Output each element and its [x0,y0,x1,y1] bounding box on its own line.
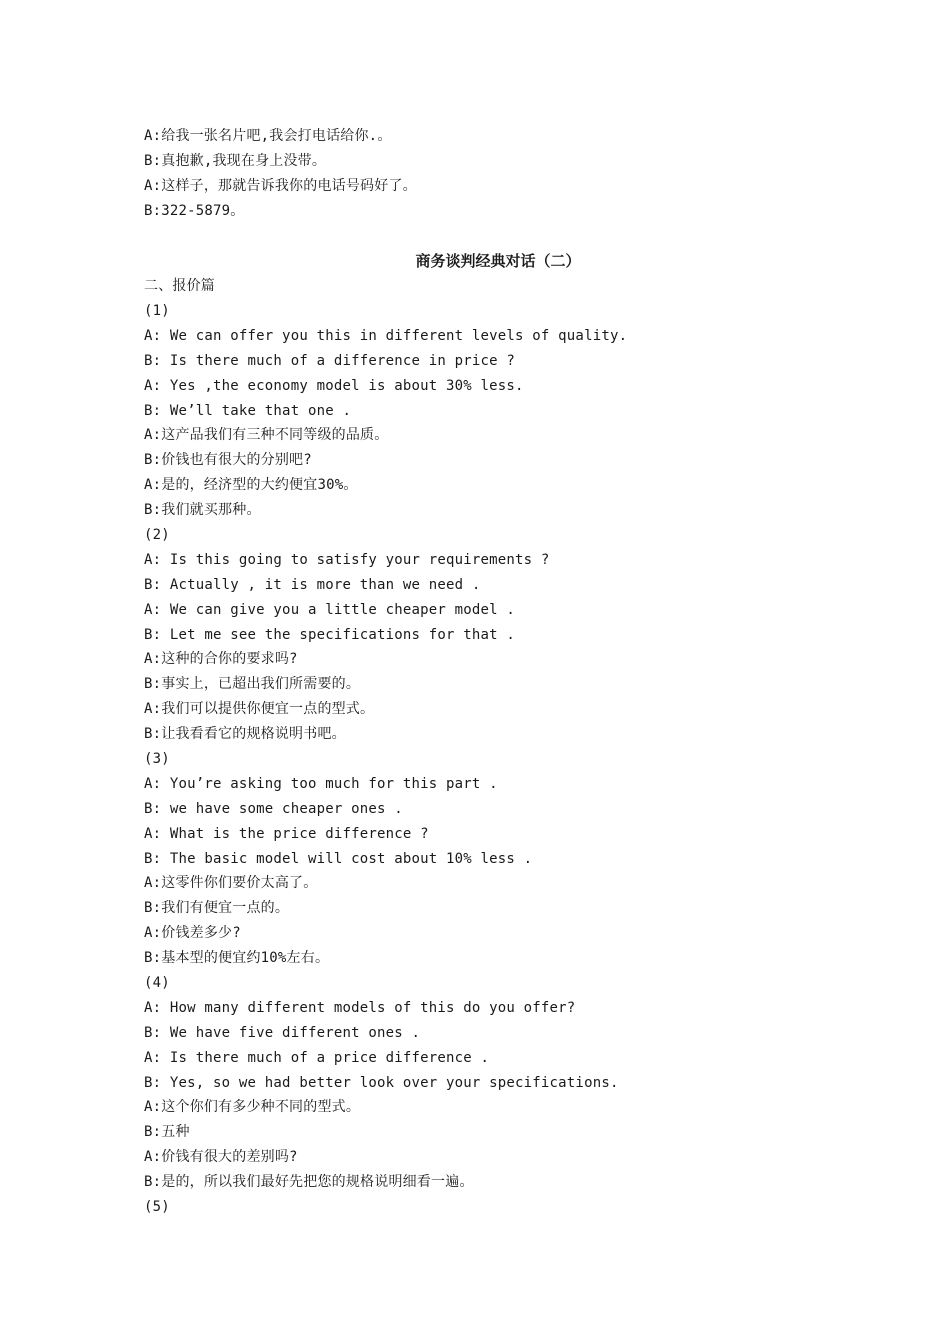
dialogue-line: B:322-5879。 [144,203,245,219]
dialogue-line: B: we have some cheaper ones . [144,801,403,817]
section-label: (1) [144,303,170,319]
dialogue-line: A:给我一张名片吧,我会打电话给你.。 [144,128,392,144]
dialogue-line: A:这个你们有多少种不同的型式。 [144,1099,361,1115]
dialogue-line: A: We can offer you this in different levels of quality. [144,328,628,344]
dialogue-line: A:价钱差多少? [144,925,241,941]
dialogue-line: B: Actually , it is more than we need . [144,577,481,593]
section-label: (5) [144,1199,170,1215]
dialogue-line: B:是的，所以我们最好先把您的规格说明细看一遍。 [144,1174,474,1190]
dialogue-line: A: What is the price difference ? [144,826,429,842]
section-label: (2) [144,527,170,543]
dialogue-line: A: Yes ,the economy model is about 30% less. [144,378,524,394]
dialogue-line: B: We’ll take that one . [144,403,352,419]
dialogue-line: A:是的，经济型的大约便宜30%。 [144,477,358,493]
section-label: (4) [144,975,170,991]
dialogue-line: A: How many different models of this do you offer? [144,1000,576,1016]
dialogue-line: A:这零件你们要价太高了。 [144,875,318,891]
dialogue-line: B: Is there much of a difference in price ? [144,353,516,369]
dialogue-line: A:我们可以提供你便宜一点的型式。 [144,701,375,717]
dialogue-line: B:事实上，已超出我们所需要的。 [144,676,361,692]
dialogue-line: A:这样子，那就告诉我你的电话号码好了。 [144,178,417,194]
dialogue-line: B:我们有便宜一点的。 [144,900,290,916]
dialogue-line: B:我们就买那种。 [144,502,261,518]
dialogue-line: B:五种 [144,1124,190,1140]
dialogue-line: A: Is there much of a price difference . [144,1050,490,1066]
dialogue-line: B: Let me see the specifications for that . [144,627,516,643]
dialogue-line: A:价钱有很大的差别吗? [144,1149,298,1165]
dialogue-line: B:基本型的便宜约10%左右。 [144,950,330,966]
section-heading: 二、报价篇 [144,278,215,294]
dialogue-line: A: Is this going to satisfy your requirements ? [144,552,550,568]
dialogue-line: B:价钱也有很大的分别吧? [144,452,312,468]
dialogue-line: A: We can give you a little cheaper model . [144,602,516,618]
section-label: (3) [144,751,170,767]
dialogue-line: A: You’re asking too much for this part . [144,776,498,792]
dialogue-line: B: We have five different ones . [144,1025,421,1041]
dialogue-line: B:让我看看它的规格说明书吧。 [144,726,346,742]
dialogue-line: B: The basic model will cost about 10% less . [144,851,533,867]
document-title: 商务谈判经典对话（二） [415,252,581,270]
dialogue-line: A:这种的合你的要求吗? [144,651,298,667]
dialogue-line: B:真抱歉,我现在身上没带。 [144,153,327,169]
dialogue-line: A:这产品我们有三种不同等级的品质。 [144,427,389,443]
dialogue-line: B: Yes, so we had better look over your specifications. [144,1075,619,1091]
